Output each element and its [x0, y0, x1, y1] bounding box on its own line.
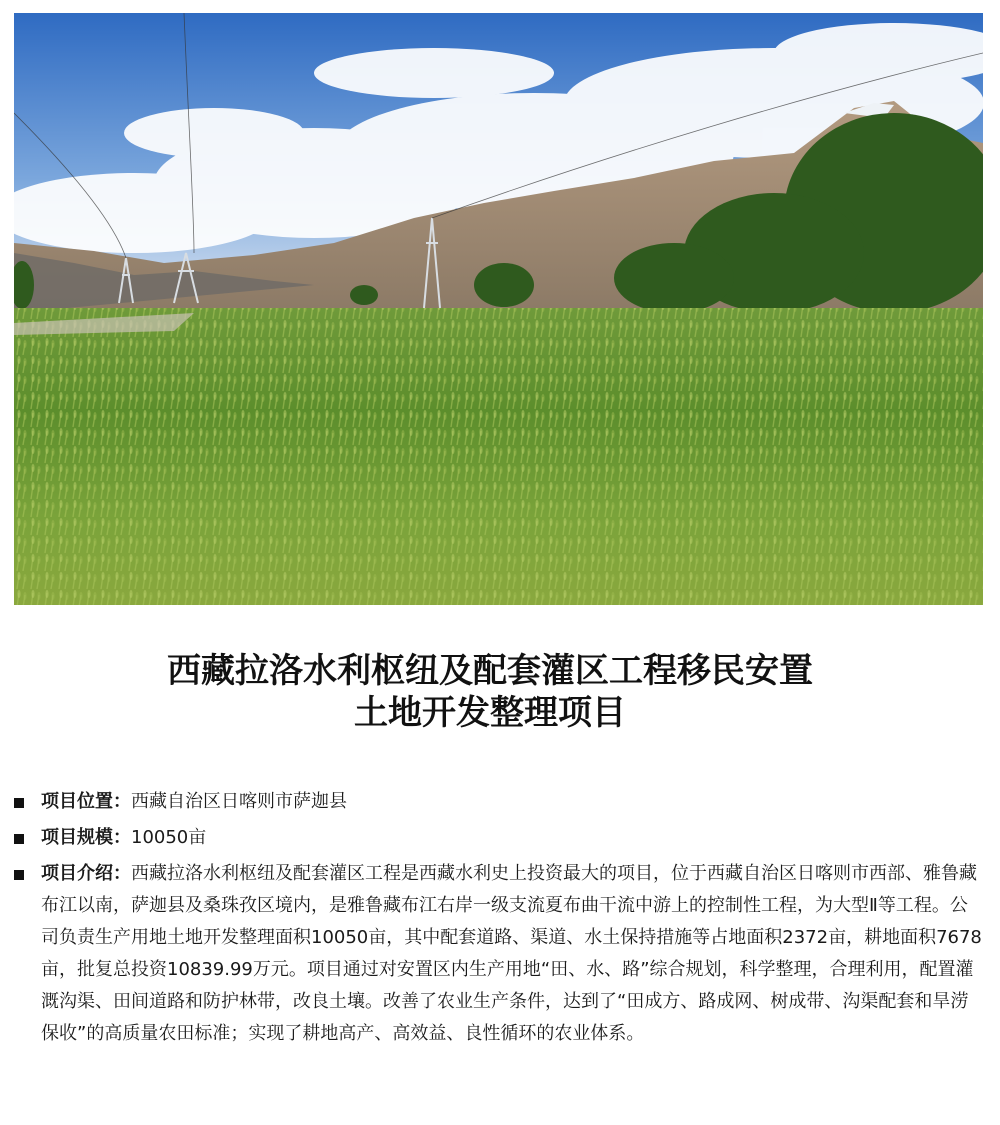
detail-location [14, 786, 984, 818]
detail-value: 西藏拉洛水利枢纽及配套灌区工程是西藏水利史上投资最大的项目，位于西藏自治区日喀则市西部、雅鲁藏布江以南，萨迦县及桑珠孜区境内，是雅鲁藏布江右岸一级支流夏布曲干流中游上的控制性工程，为大型Ⅱ等工程。公司负责生产用地土地开发整理面积10050亩，其中配套道路、渠道、水土保持措施等占地面积2372亩，耕地面积7678亩，批复总投资10839.99万元。项目通过对安置区内生产用地“田、水、路”综合规划，科学整理，合理利用，配置灌溉沟渠、田间道路和防护林带，改良土壤。改善了农业生产条件，达到了“田成方、路成网、树成带、沟渠配套和旱涝保收”的高质量农田标准；实现了耕地高产、高效益、良性循环的农业体系。 [41, 863, 982, 1044]
landscape-illustration [14, 13, 983, 605]
square-bullet-icon [14, 798, 24, 808]
detail-value: 西藏自治区日喀则市萨迦县 [131, 791, 347, 812]
detail-label: 项目介绍： [41, 863, 131, 884]
square-bullet-icon [14, 834, 24, 844]
detail-intro [14, 858, 984, 1050]
title-line-2: 土地开发整理项目 [354, 693, 626, 733]
field-landscape-photo [14, 13, 983, 605]
detail-scale [14, 822, 984, 854]
detail-label: 项目规模： [41, 827, 131, 848]
detail-label: 项目位置： [41, 791, 131, 812]
project-details [14, 786, 984, 1050]
detail-value: 10050亩 [131, 827, 207, 848]
title-line-1: 西藏拉洛水利枢纽及配套灌区工程移民安置 [167, 651, 813, 691]
project-title [0, 650, 980, 734]
square-bullet-icon [14, 870, 24, 880]
